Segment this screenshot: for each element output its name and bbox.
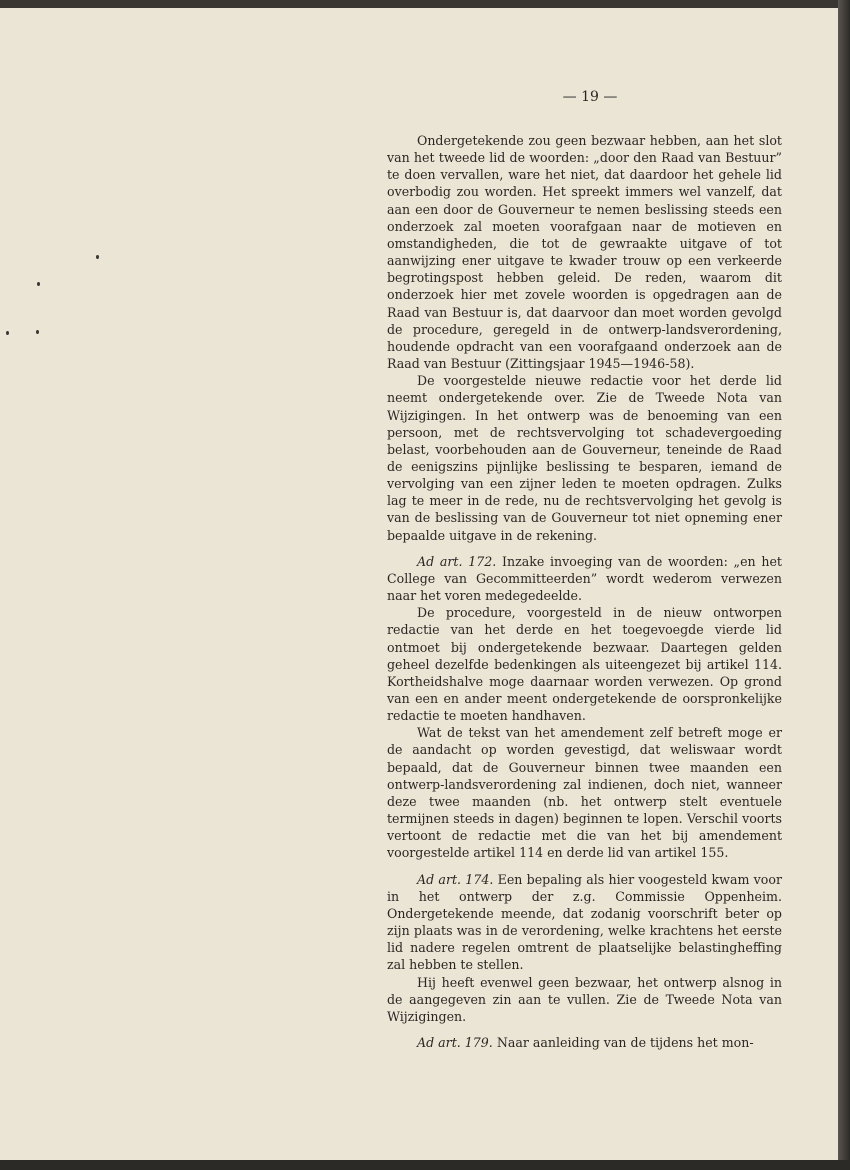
paragraph [387, 132, 782, 372]
paragraph [387, 724, 782, 861]
ink-speck [96, 255, 99, 259]
article-label: Ad art. 174. [417, 871, 494, 887]
document-page [0, 8, 838, 1160]
paragraph [387, 553, 782, 604]
article-label: Ad art. 179. [417, 1034, 493, 1050]
paragraph-text: Naar aanleiding van de tijdens het mon- [496, 1034, 754, 1050]
paragraph-text: Een bepaling als hier voogesteld kwam voor in het ontwerp der z.g. Commissie Oppenheim. Ondergetekende meende, dat zodanig voorschrift beter op zijn plaats was in de verordening, welke krachtens het eerste lid nadere regelen omtrent de plaatselijke belastingheffing zal hebben te stellen. [387, 871, 782, 973]
article-label: Ad art. 172. [417, 553, 497, 569]
scan-edge-right [838, 0, 850, 1170]
paragraph-text: Ondergetekende zou geen bezwaar hebben, aan het slot van het tweede lid de woorden: „door den Raad van Bestuur” te doen vervallen, ware het niet, dat daardoor het gehele lid overbodig zou worden. Het spreekt immers wel vanzelf, dat aan een door de Gouverneur te nemen beslissing steeds een onderzoek zal moeten voorafgaan naar de motieven en omstandigheden, die tot de gewraakte uitgave of tot aanwijzing ener uitgave te kwader trouw op een verkeerde begrotingspost hebben geleid. De reden, waarom dit onderzoek hier met zovele woorden is opgedragen aan de Raad van Bestuur is, dat daarvoor dan moet worden gevolgd de procedure, geregeld in de ontwerp-landsverordening, houdende opdracht van een voorafgaand onderzoek aan de Raad van Bestuur (Zittingsjaar 1945—1946-58). [387, 133, 782, 372]
paragraph [387, 1034, 782, 1051]
paragraph-text: Inzake invoeging van de woorden: „en het College van Gecommitteerden” wordt wederom verwezen naar het voren medegedeelde. [387, 553, 782, 604]
paragraph [387, 604, 782, 724]
scan-edge-bottom [0, 1160, 850, 1170]
paragraph-text: Wat de tekst van het amendement zelf betreft moge er de aandacht op worden gevestigd, dat weliswaar wordt bepaald, dat de Gouverneur binnen twee maanden een ontwerp-landsverordening zal indienen, doch niet, wanneer deze twee maanden (nb. het ontwerp stelt eventuele termijnen steeds in dagen) beginnen te lopen. Verschil voorts vertoont de redactie met die van het bij amendement voorgestelde artikel 114 en derde lid van artikel 155. [387, 725, 782, 861]
ink-speck [37, 282, 40, 286]
body-text [387, 132, 782, 1051]
page-number: — 19 — [562, 89, 618, 105]
ink-speck [36, 330, 39, 334]
paragraph-text: De voorgestelde nieuwe redactie voor het derde lid neemt ondergetekende over. Zie de Tweede Nota van Wijzigingen. In het ontwerp was de benoeming van een persoon, met de rechtsvervolging tot schadevergoeding belast, voorbehouden aan de Gouverneur, teneinde de Raad de eenigszins pijnlijke beslissing te besparen, iemand de vervolging van een zijner leden te moeten opdragen. Zulks lag te meer in de rede, nu de rechtsvervolging het gevolg is van de beslissing van de Gouverneur tot niet opneming ener bepaalde uitgave in de rekening. [387, 373, 782, 543]
paragraph [387, 974, 782, 1025]
paragraph-text: Hij heeft evenwel geen bezwaar, het ontwerp alsnog in de aangegeven zin aan te vullen. Zie de Tweede Nota van Wijzigingen. [387, 974, 782, 1024]
paragraph [387, 871, 782, 974]
paragraph [387, 372, 782, 544]
paragraph-text: De procedure, voorgesteld in de nieuw ontworpen redactie van het derde en het toegevoegde vierde lid ontmoet bij ondergetekende bezwaar. Daartegen gelden geheel dezelfde bedenkingen als uiteengezet bij artikel 114. Kortheidshalve moge daarnaar worden verwezen. Op grond van een en ander meent ondergetekende de oorspronkelijke redactie te moeten handhaven. [387, 605, 782, 724]
ink-speck [6, 331, 9, 335]
